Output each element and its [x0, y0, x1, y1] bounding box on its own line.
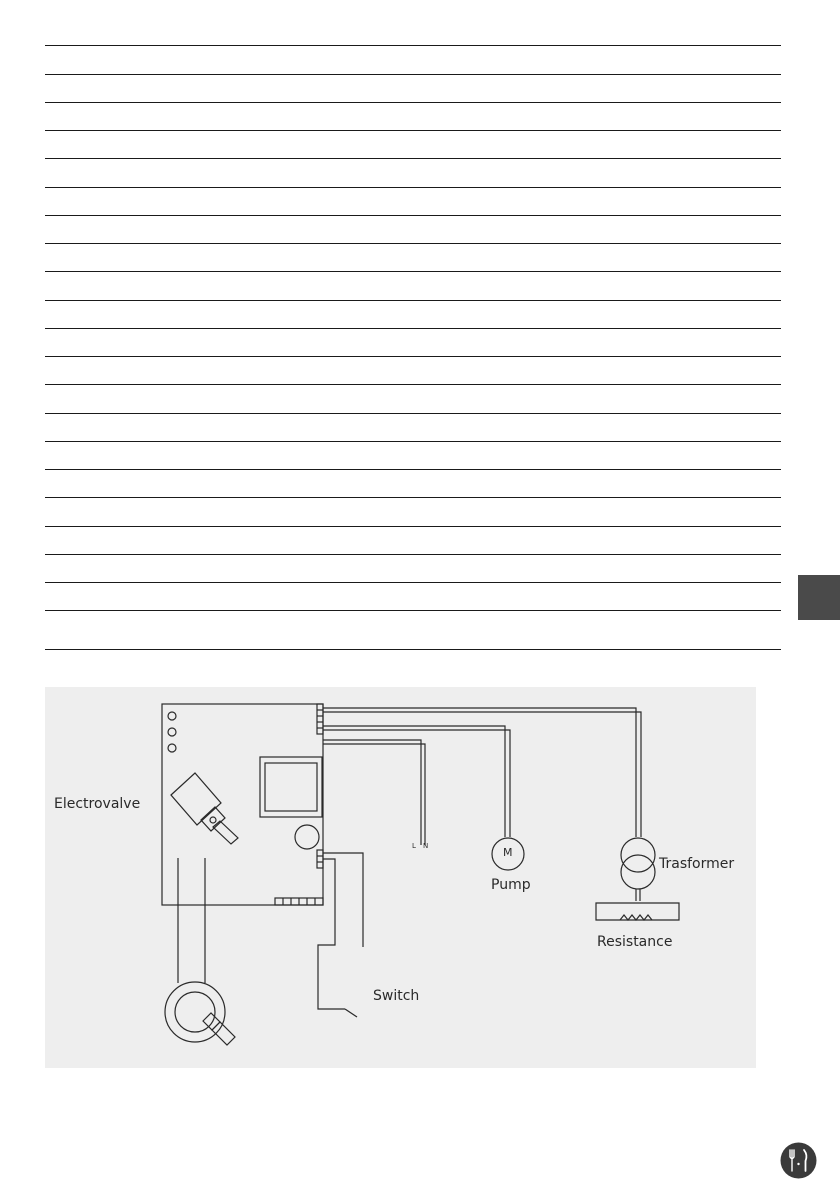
board-led [168, 712, 176, 720]
line-terminal-label: L [412, 842, 416, 850]
ruled-line [45, 215, 781, 216]
pump-symbol-label: M [503, 846, 513, 859]
control-board [162, 704, 323, 905]
ruled-line [45, 158, 781, 159]
ruled-line [45, 610, 781, 611]
electrovalve-label: Electrovalve [54, 796, 141, 812]
resistance-symbol [596, 889, 679, 920]
ruled-line [45, 384, 781, 385]
ruled-line [45, 187, 781, 188]
ruled-line [45, 102, 781, 103]
board-relay [260, 757, 322, 817]
ruled-line [45, 554, 781, 555]
board-switch-connector [317, 850, 323, 868]
resistance-label: Resistance [597, 934, 673, 950]
ruled-line [45, 441, 781, 442]
ruled-line [45, 74, 781, 75]
side-tab [798, 575, 840, 620]
switch-symbol [318, 853, 363, 1017]
ruled-line [45, 328, 781, 329]
board-led [168, 744, 176, 752]
board-relay-inner [265, 763, 317, 811]
ruled-line [45, 271, 781, 272]
switch-label: Switch [373, 988, 420, 1004]
ruled-line [45, 649, 781, 650]
ruled-line [45, 497, 781, 498]
ruled-line [45, 243, 781, 244]
transformer-label: Trasformer [659, 856, 735, 872]
ruled-line [45, 582, 781, 583]
wire-harness [323, 708, 641, 845]
wiring-diagram-drawing [45, 687, 756, 1068]
ruled-line [45, 526, 781, 527]
wiring-diagram [45, 687, 756, 1068]
board-bottom-connector [275, 898, 323, 905]
ruled-line [45, 300, 781, 301]
neutral-terminal-label: N [423, 842, 429, 850]
board-valve-component [171, 773, 238, 844]
ruled-line [45, 45, 781, 46]
electrovalve-symbol [165, 858, 235, 1045]
pump-label: Pump [491, 877, 531, 893]
ruled-line [45, 356, 781, 357]
board-output-connector [317, 704, 323, 734]
ruled-line [45, 130, 781, 131]
ruled-line [45, 413, 781, 414]
cutlery-icon [780, 1142, 817, 1179]
ruled-line [45, 469, 781, 470]
board-led [168, 728, 176, 736]
board-capacitor [295, 825, 319, 849]
